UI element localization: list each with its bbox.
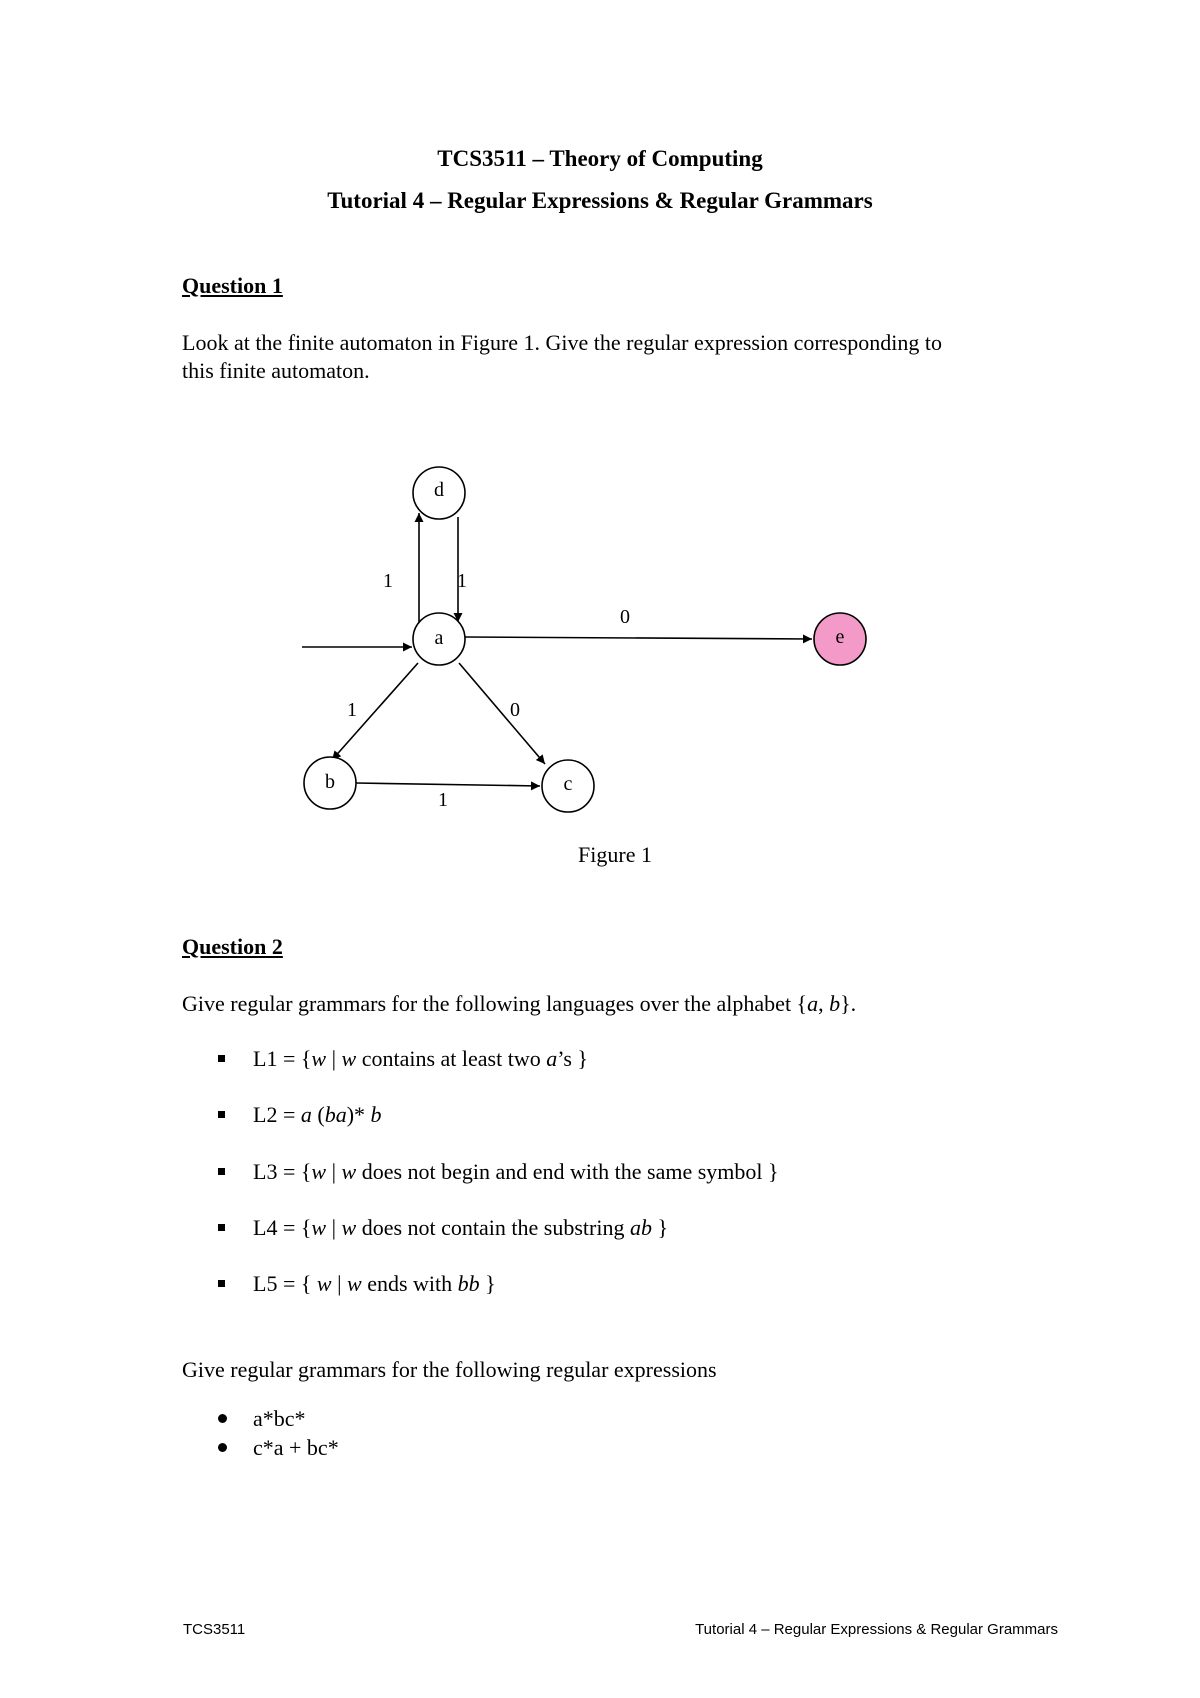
footer-right: Tutorial 4 – Regular Expressions & Regular Grammars xyxy=(695,1621,1058,1638)
language-item xyxy=(218,1101,382,1129)
regex-intro: Give regular grammars for the following regular expressions xyxy=(182,1357,717,1382)
state-a xyxy=(413,613,465,665)
language-text-part: w xyxy=(347,1271,362,1296)
language-name: L1 = xyxy=(253,1046,301,1071)
transition-b-to-c xyxy=(356,783,540,786)
language-item xyxy=(218,1158,779,1186)
language-text-part: a xyxy=(300,1102,312,1127)
square-bullet-icon xyxy=(218,1055,225,1062)
question-2-intro xyxy=(182,990,1042,1018)
alphabet-a: a xyxy=(807,991,819,1016)
state-a-label: a xyxy=(434,627,444,649)
language-text-part: ( xyxy=(311,1102,325,1127)
round-bullet-icon xyxy=(218,1443,227,1452)
language-text-part: { xyxy=(300,1215,312,1240)
language-text-part: does not contain the substring xyxy=(356,1215,630,1240)
language-text-part: w xyxy=(341,1215,357,1240)
state-c xyxy=(542,760,594,812)
question-1-heading: Question 1 xyxy=(182,273,283,298)
footer-left: TCS3511 xyxy=(183,1621,246,1638)
question-2-heading: Question 2 xyxy=(182,934,283,959)
language-item xyxy=(218,1270,496,1298)
language-text-part: b xyxy=(370,1102,382,1127)
state-e-label: e xyxy=(835,626,845,648)
language-text-part: w xyxy=(316,1271,332,1296)
square-bullet-icon xyxy=(218,1168,225,1175)
state-b-label: b xyxy=(325,771,335,793)
language-text-part: w xyxy=(311,1215,327,1240)
label-a-to-b: 1 xyxy=(347,699,357,721)
language-text-part: )* xyxy=(346,1102,371,1127)
language-text-part: w xyxy=(311,1046,327,1071)
language-text-part: { xyxy=(300,1046,312,1071)
intro-text: Give regular grammars for the following languages over the alphabet { xyxy=(182,991,808,1016)
regex-item xyxy=(218,1434,339,1462)
intro-end: }. xyxy=(840,991,857,1016)
state-d-label: d xyxy=(434,479,444,501)
language-name: L3 = xyxy=(253,1159,301,1184)
state-b xyxy=(304,757,356,809)
transition-a-to-c xyxy=(459,663,545,764)
alphabet-b: b xyxy=(829,991,841,1016)
round-bullet-icon xyxy=(218,1414,227,1423)
regex-item xyxy=(218,1405,306,1433)
language-name: L2 = xyxy=(253,1102,301,1127)
language-item xyxy=(218,1045,588,1073)
language-text-part: ’s } xyxy=(557,1046,588,1071)
question-1-text-line-1: Look at the finite automaton in Figure 1. Give the regular expression corresponding to xyxy=(182,330,943,355)
label-b-to-c: 1 xyxy=(438,789,448,811)
label-a-to-d: 1 xyxy=(383,570,393,592)
square-bullet-icon xyxy=(218,1280,225,1287)
regex-text: a*bc* xyxy=(253,1406,306,1431)
question-1-text-line-2: this finite automaton. xyxy=(182,358,370,383)
language-text-part: contains at least two xyxy=(356,1046,547,1071)
state-e xyxy=(814,613,866,665)
language-name: L5 = xyxy=(253,1271,301,1296)
language-name: L4 = xyxy=(253,1215,301,1240)
transition-a-to-e xyxy=(464,637,812,639)
language-text-part: | xyxy=(326,1215,342,1240)
language-text-part: | xyxy=(326,1046,342,1071)
language-text-part: { xyxy=(300,1159,312,1184)
language-text-part: bb xyxy=(457,1271,480,1296)
course-title: TCS3511 – Theory of Computing xyxy=(437,146,763,171)
language-text-part: } xyxy=(479,1271,496,1296)
intro-sep: , xyxy=(818,991,830,1016)
language-text-part: ab xyxy=(629,1215,652,1240)
language-item xyxy=(218,1214,668,1242)
language-text-part: } xyxy=(651,1215,669,1240)
label-d-to-a: 1 xyxy=(457,570,467,592)
language-text-part: a xyxy=(546,1046,558,1071)
state-c-label: c xyxy=(563,773,573,795)
label-a-to-e: 0 xyxy=(620,606,630,628)
language-text-part: ba xyxy=(324,1102,347,1127)
state-d xyxy=(413,467,465,519)
language-text-part: | xyxy=(331,1271,348,1296)
language-text-part: w xyxy=(341,1159,357,1184)
regex-text: c*a + bc* xyxy=(253,1435,339,1460)
square-bullet-icon xyxy=(218,1111,225,1118)
language-text-part: w xyxy=(341,1046,357,1071)
language-text-part: w xyxy=(311,1159,327,1184)
transition-a-to-b xyxy=(332,663,418,760)
language-text-part: | xyxy=(326,1159,342,1184)
language-text-part: ends with xyxy=(361,1271,458,1296)
square-bullet-icon xyxy=(218,1224,225,1231)
language-text-part: { xyxy=(300,1271,317,1296)
language-text-part: does not begin and end with the same symbol } xyxy=(356,1159,779,1184)
tutorial-title: Tutorial 4 – Regular Expressions & Regular Grammars xyxy=(327,188,873,213)
label-a-to-c: 0 xyxy=(510,699,520,721)
figure-caption: Figure 1 xyxy=(578,842,652,867)
